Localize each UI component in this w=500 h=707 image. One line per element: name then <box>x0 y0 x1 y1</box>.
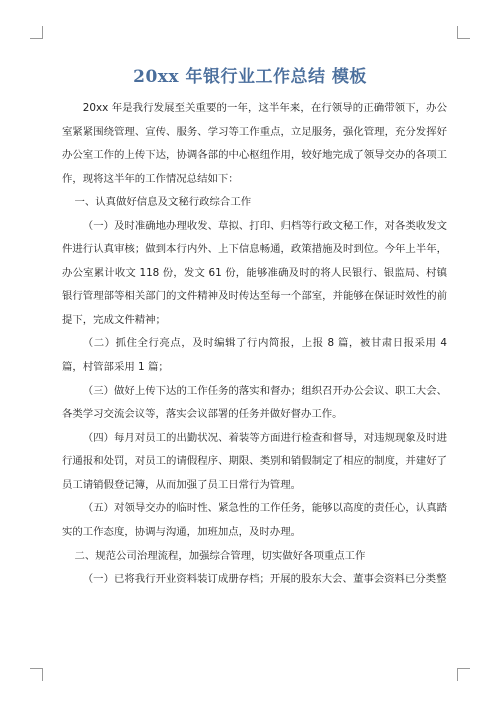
paragraph-1-1: （一）及时准确地办理收发、草拟、打印、归档等行政文秘工作，对各类收发文件进行认真审核；做到本行内外、上下信息畅通，政策措施及时到位。今年上半年，办公室累计收文 118 份，发文 61 份，能够准确及时的将人民银行、银监局、村镇银行管理部等相关部门的文件精神及时传达至每一个部室，并能够在保证时效性的前提下，完成文件精神； <box>62 219 447 326</box>
section-heading-1: 一、认真做好信息及文秘行政综合工作 <box>74 196 252 209</box>
paragraph-1-3: （三）做好上传下达的工作任务的落实和督办；组织召开办公会议、职工大会、各类学习交流会议等，落实会议部署的任务并做好督办工作。 <box>62 384 447 421</box>
document-body <box>62 97 447 592</box>
intro-paragraph: 20xx 年是我行发展至关重要的一年，这半年来，在行领导的正确带领下，办公室紧紧围绕管理、宣传、服务、学习等工作重点，立足服务，强化管理，充分发挥好办公室工作的上传下达，协调各部的中心枢纽作用，较好地完成了领导交办的各项工作，现将这半年的工作情况总结如下： <box>62 102 447 185</box>
paragraph-1-4: （四）每月对员工的出勤状况、着装等方面进行检查和督导，对违规现象及时进行通报和处罚，对员工的请假程序、期限、类别和销假制定了相应的制度，并建好了员工请销假登记簿，从而加强了员工日常行为管理。 <box>62 431 447 491</box>
paragraph-2-1: （一）已将我行开业资料装订成册存档；开展的股东大会、董事会资料已分类整 <box>82 573 447 586</box>
crop-mark-bottom-right <box>457 668 470 681</box>
paragraph-1-2: （二）抓住全行亮点，及时编辑了行内简报，上报 8 篇，被甘肃日报采用 4 篇，村管部采用 1 篇； <box>62 337 447 373</box>
document-title: 20xx 年银行业工作总结 模板 <box>133 67 367 87</box>
paragraph-1-5: （五）对领导交办的临时性、紧急性的工作任务，能够以高度的责任心，认真踏实的工作态度，协调与沟通，加班加点，及时办理。 <box>62 502 447 538</box>
crop-mark-top-left <box>30 26 43 39</box>
crop-mark-bottom-left <box>30 668 43 681</box>
crop-mark-top-right <box>457 26 470 39</box>
section-heading-2: 二、规范公司治理流程，加强综合管理，切实做好各项重点工作 <box>74 549 366 562</box>
